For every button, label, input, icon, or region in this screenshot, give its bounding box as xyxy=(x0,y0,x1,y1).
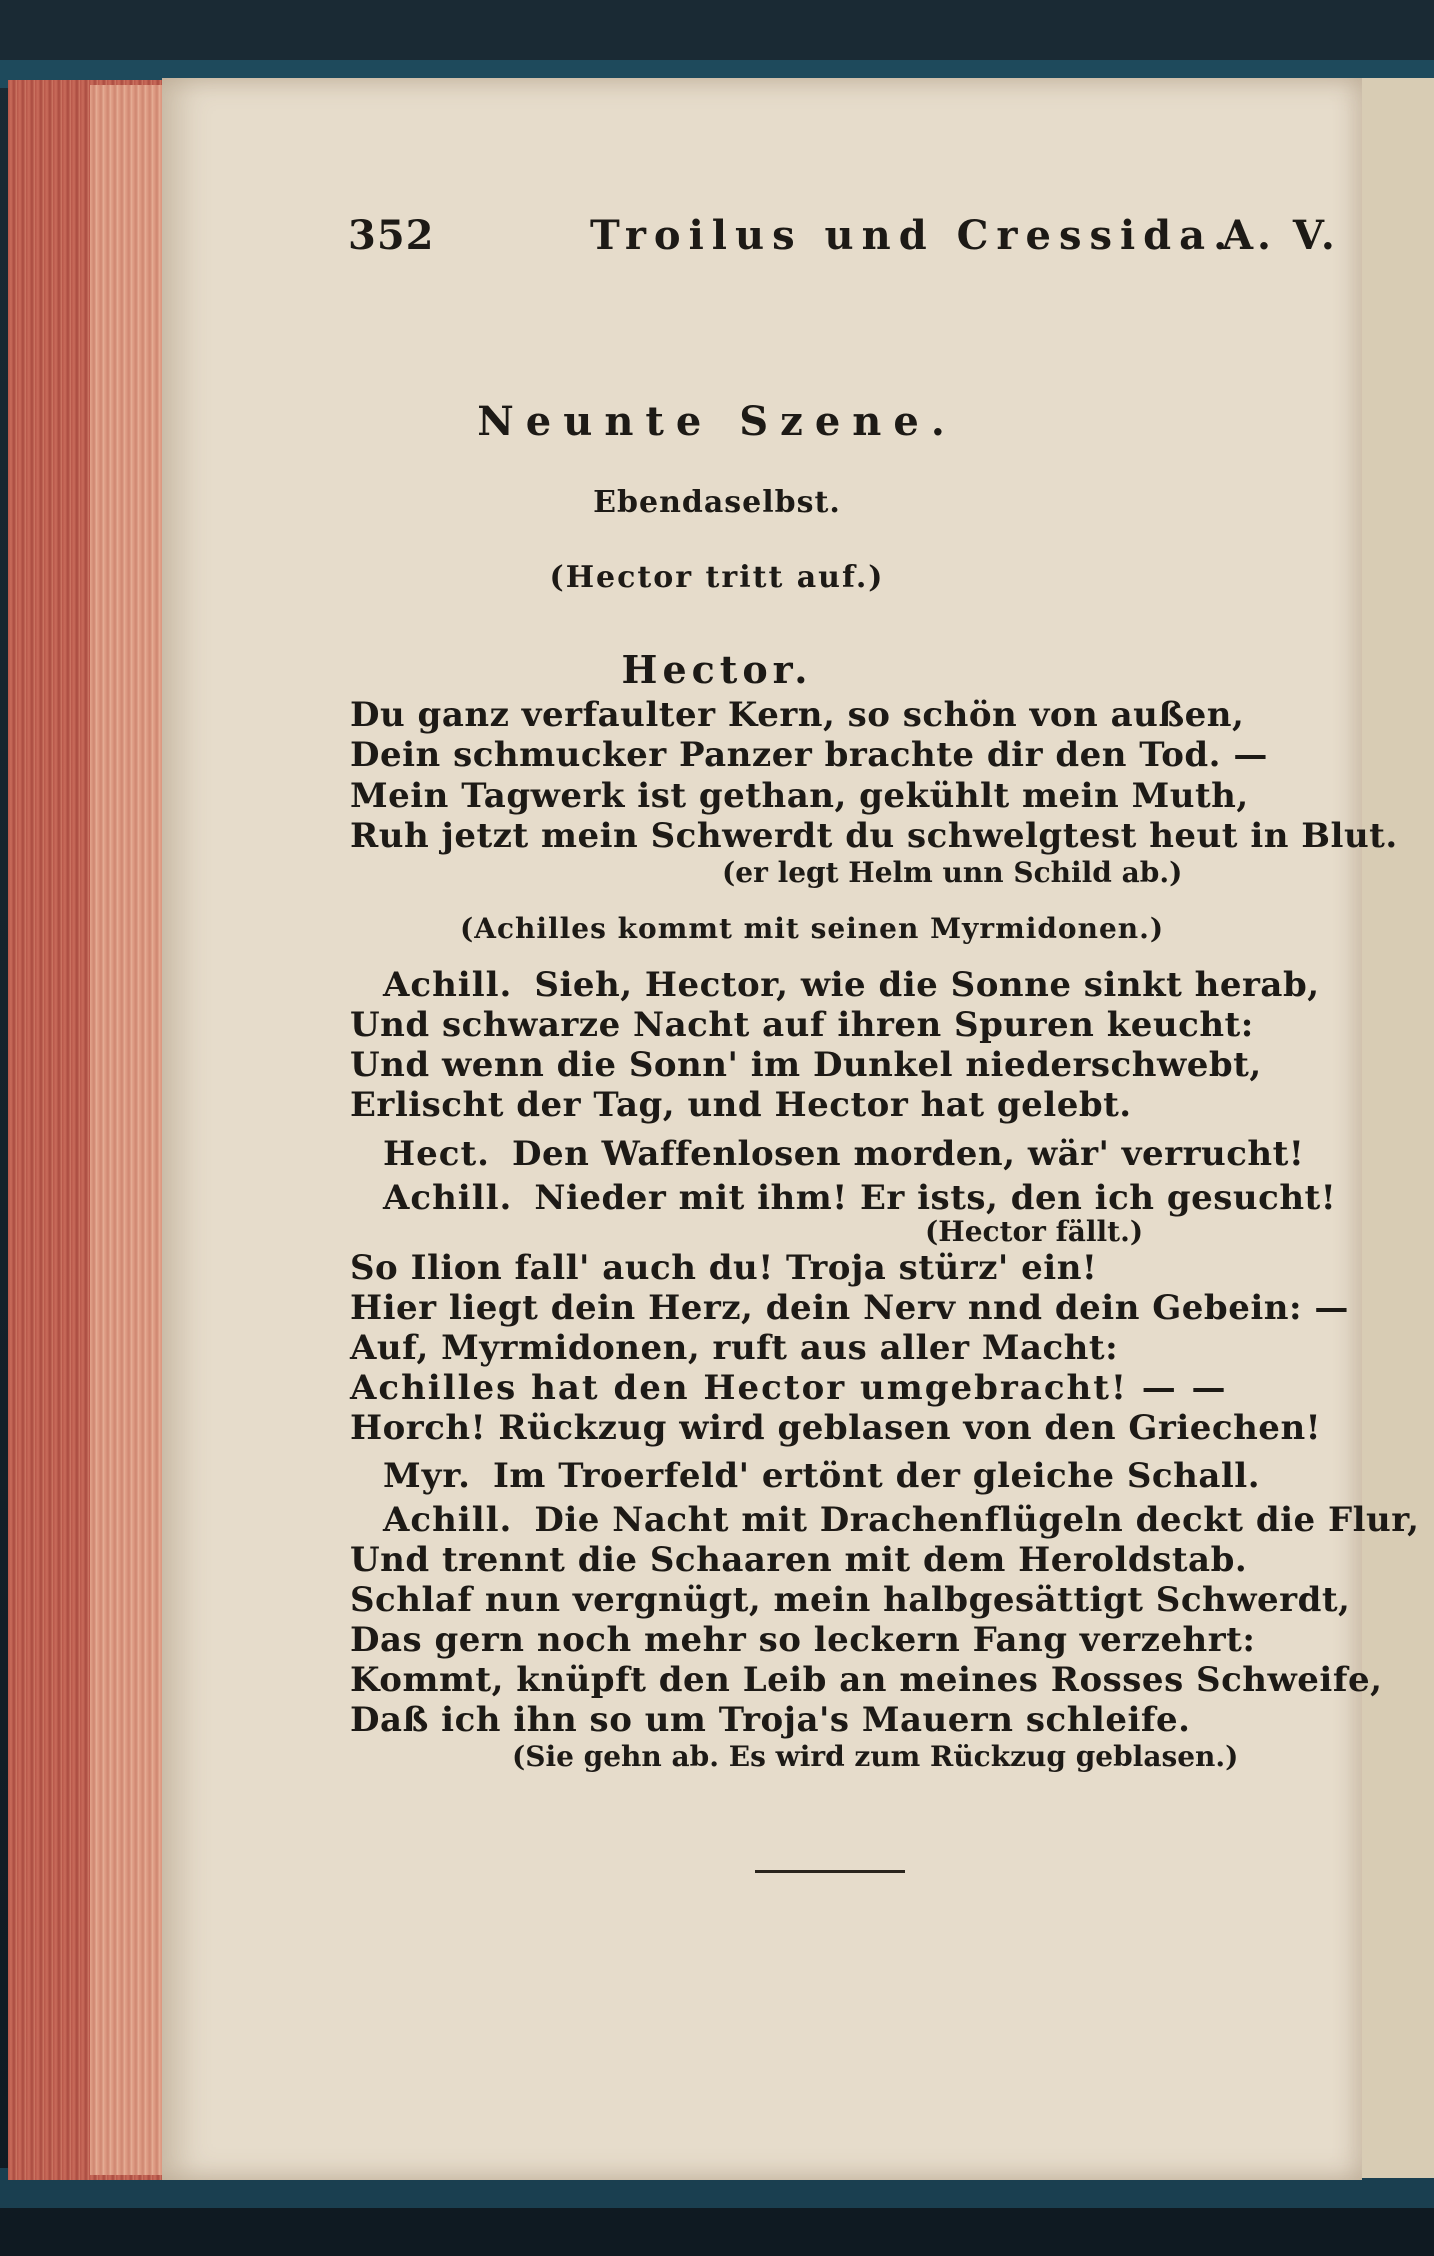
verse-line: Horch! Rückzug wird geblasen von den Griechen! xyxy=(350,1408,1322,1448)
speaker-name: Achill. xyxy=(383,965,513,1005)
verse-line: Dein schmucker Panzer brachte dir den Tod. — xyxy=(350,735,1268,775)
verse-line: So Ilion fall' auch du! Troja stürz' ein! xyxy=(350,1248,1098,1288)
verse-line: Auf, Myrmidonen, ruft aus aller Macht: xyxy=(350,1328,1119,1368)
verse-line xyxy=(383,965,1320,1005)
stage-direction: (Achilles kommt mit seinen Myrmidonen.) xyxy=(460,912,1165,945)
verse-line: Hier liegt dein Herz, dein Nerv nnd dein Gebein: — xyxy=(350,1288,1349,1328)
book-page xyxy=(162,78,1362,2180)
verse-line: Du ganz verfaulter Kern, so schön von außen, xyxy=(350,695,1245,735)
stage-direction: (Hector fällt.) xyxy=(925,1215,1144,1248)
act-label: A. V. xyxy=(1222,212,1339,259)
scene-title: Neunte Szene. xyxy=(477,398,957,445)
stage-direction-exit: (Sie gehn ab. Es wird zum Rückzug geblasen.) xyxy=(512,1740,1239,1773)
verse-line: Daß ich ihn so um Troja's Mauern schleife. xyxy=(350,1700,1191,1740)
verse-line: Mein Tagwerk ist gethan, gekühlt mein Muth, xyxy=(350,776,1249,816)
verse-text: Im Troerfeld' ertönt der gleiche Schall. xyxy=(493,1456,1261,1496)
speaker-name: Hect. xyxy=(383,1134,490,1174)
verse-text: Den Waffenlosen morden, wär' verrucht! xyxy=(512,1134,1305,1174)
speaker-heading: Hector. xyxy=(621,647,813,692)
verse-line xyxy=(383,1178,1336,1218)
verse-line: Schlaf nun vergnügt, mein halbgesättigt Schwerdt, xyxy=(350,1580,1351,1620)
end-rule xyxy=(755,1870,905,1873)
verse-line xyxy=(383,1500,1420,1540)
speaker-name: Myr. xyxy=(383,1456,472,1496)
verse-line: Kommt, knüpft den Leib an meines Rosses Schweife, xyxy=(350,1660,1383,1700)
verse-line: Und trennt die Schaaren mit dem Heroldstab. xyxy=(350,1540,1248,1580)
running-header xyxy=(0,212,1434,262)
verse-line: Erlischt der Tag, und Hector hat gelebt. xyxy=(350,1085,1132,1125)
facing-page-sliver xyxy=(1358,78,1434,2178)
running-title: Troilus und Cressida. xyxy=(590,212,1235,259)
verse-text: Nieder mit ihm! Er ists, den ich gesucht! xyxy=(534,1178,1337,1218)
verse-line xyxy=(383,1456,1260,1496)
verse-line: Ruh jetzt mein Schwerdt du schwelgtest heut in Blut. xyxy=(350,816,1398,856)
verse-text: Die Nacht mit Drachenflügeln deckt die Flur, xyxy=(534,1500,1420,1540)
scene-place: Ebendaselbst. xyxy=(593,485,841,520)
speaker-name: Achill. xyxy=(383,1178,513,1218)
page-number: 352 xyxy=(348,212,435,259)
stage-direction: (er legt Helm unn Schild ab.) xyxy=(722,856,1183,889)
verse-text: Sieh, Hector, wie die Sonne sinkt herab, xyxy=(534,965,1320,1005)
verse-line: Das gern noch mehr so leckern Fang verzehrt: xyxy=(350,1620,1256,1660)
verse-line: Achilles hat den Hector umgebracht! — — xyxy=(350,1368,1228,1408)
speaker-name: Achill. xyxy=(383,1500,513,1540)
verse-line: Und schwarze Nacht auf ihren Spuren keucht: xyxy=(350,1005,1254,1045)
stage-direction-entrance: (Hector tritt auf.) xyxy=(549,560,885,595)
verse-line xyxy=(383,1134,1304,1174)
verse-line: Und wenn die Sonn' im Dunkel niederschwebt, xyxy=(350,1045,1262,1085)
